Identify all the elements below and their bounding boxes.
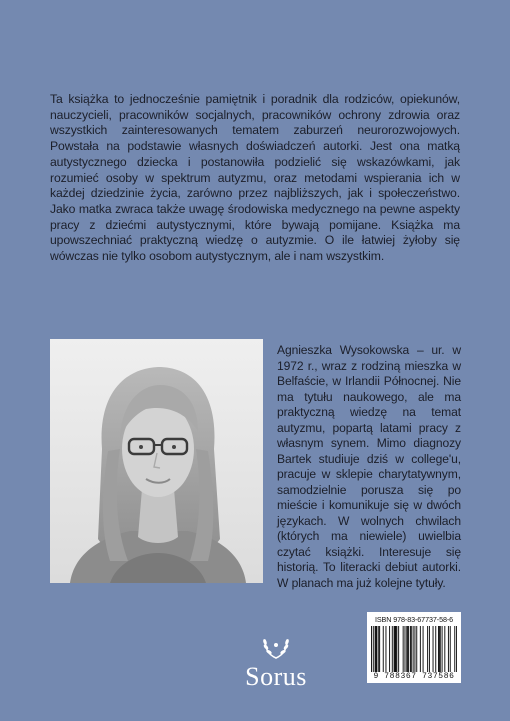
barcode-bar bbox=[398, 626, 399, 672]
barcode-bar bbox=[433, 626, 434, 672]
author-photo bbox=[50, 339, 263, 583]
barcode-bar bbox=[410, 626, 411, 672]
barcode-bar bbox=[438, 626, 439, 672]
barcode-bar bbox=[420, 626, 421, 672]
barcode-bar bbox=[407, 626, 408, 672]
barcode-bar bbox=[376, 626, 377, 672]
publisher-logo bbox=[241, 637, 311, 690]
barcode-bar bbox=[394, 626, 395, 672]
barcode-bar bbox=[378, 626, 379, 672]
barcode-bar bbox=[439, 626, 440, 672]
author-bio bbox=[277, 343, 461, 591]
ean13-barcode-icon bbox=[371, 626, 457, 672]
barcode-bar bbox=[389, 626, 390, 672]
barcode-bar bbox=[395, 626, 396, 672]
barcode-bar bbox=[411, 626, 412, 672]
barcode-bar bbox=[395, 626, 396, 672]
barcode-bar bbox=[429, 626, 430, 672]
barcode-bar bbox=[396, 626, 397, 672]
barcode-bar bbox=[413, 626, 414, 672]
barcode-bar bbox=[440, 626, 441, 672]
author-bio-text: Agnieszka Wysokowska – ur. w 1972 r., wraz z rodziną mieszka w Belfaście, w Irlandii Północnej. Nie ma tytułu naukowego, ale ma praktyczną wiedzę na temat autyzmu, popartą latami pracy z własnym synem. Mimo diagnozy Bartek studiuje dziś w college'u, pracuje w sklepie charytatywnym, samodzielnie porusza się po mieście i komunikuje się w dwóch językach. W wolnych chwilach (których ma niewiele) uwielbia czytać książki. Interesuje się historią. To literacki debiut autorki. W planach ma już kolejne tytuły. bbox=[277, 343, 461, 590]
barcode-bar bbox=[408, 626, 409, 672]
barcode-bar bbox=[442, 626, 443, 672]
barcode-bar bbox=[376, 626, 377, 672]
back-cover-blurb bbox=[50, 92, 460, 265]
blurb-text: Ta książka to jednocześnie pamiętnik i poradnik dla rodziców, opiekunów, nauczycieli, pracowników socjalnych, pracowników ochrony zdrowia oraz wszystkich zainteresowanych tematem zaburzeń neurorozwojowych. Powstała na podstawie własnych doświadczeń autorki. Jest ona matką autystycznego dziecka i postanowiła podzielić się wskazówkami, jak rozumieć osoby w spektrum autyzmu, oraz metodami wspierania ich w każdej dziedzinie życia, zarówno przez najbliższych, jak i społeczeństwo. Jako matka zwraca także uwagę środowiska medycznego na pewne aspekty pracy z dziećmi autystycznymi, które bywają pomijane. Książka ma upowszechniać praktyczną wiedzę o autyzmie. O ile łatwiej żyłoby się wówczas nie tylko osobom autystycznym, ale i nam wszystkim. bbox=[50, 92, 460, 264]
barcode-bar bbox=[416, 626, 417, 672]
barcode-bar bbox=[403, 626, 404, 672]
barcode-bar bbox=[456, 626, 457, 672]
isbn-digits: 9 788367 737586 bbox=[373, 672, 455, 681]
barcode-bar bbox=[375, 626, 376, 672]
barcode-bar bbox=[444, 626, 445, 672]
barcode-bar bbox=[423, 626, 424, 672]
barcode-bar bbox=[454, 626, 455, 672]
author-portrait-icon bbox=[50, 339, 263, 583]
barcode-bar bbox=[371, 626, 372, 672]
barcode-bar bbox=[373, 626, 374, 672]
barcode-bar bbox=[379, 626, 380, 672]
barcode-bar bbox=[448, 626, 449, 672]
laurel-emblem-icon bbox=[256, 637, 296, 659]
barcode-bar bbox=[435, 626, 436, 672]
barcode-bar bbox=[450, 626, 451, 672]
barcode-bar bbox=[414, 626, 415, 672]
isbn-barcode bbox=[367, 612, 461, 683]
barcode-bar bbox=[427, 626, 428, 672]
isbn-label: ISBN 978-83-67737-58-6 bbox=[374, 615, 454, 624]
barcode-bar bbox=[383, 626, 384, 672]
publisher-name: Sorus bbox=[245, 662, 307, 691]
barcode-bar bbox=[392, 626, 393, 672]
barcode-bar bbox=[404, 626, 405, 672]
barcode-bar bbox=[385, 626, 386, 672]
barcode-bar bbox=[406, 626, 407, 672]
